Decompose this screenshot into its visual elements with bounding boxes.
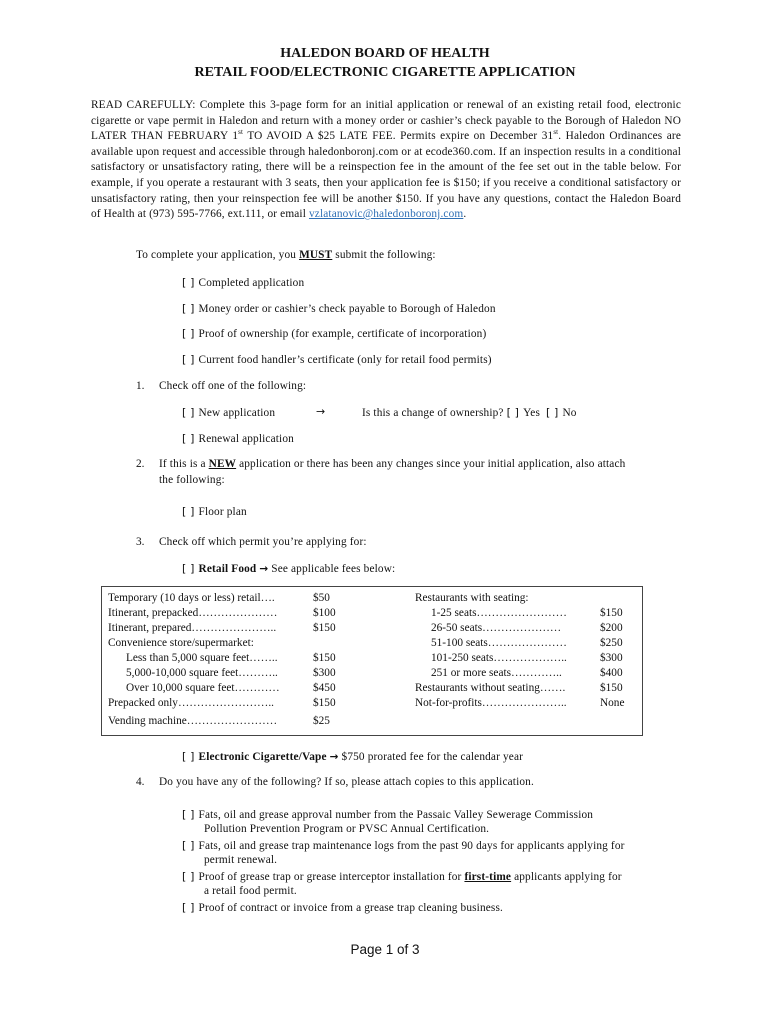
q2-number: 2. — [136, 458, 145, 470]
checkbox[interactable]: [ ] — [182, 353, 195, 366]
intro-end: . — [463, 208, 467, 221]
fee-label: Less than 5,000 square feet…….. — [126, 652, 278, 664]
submit-item[interactable]: [ ] Proof of ownership (for example, certificate of incorporation) — [182, 327, 487, 340]
fee-label: Not-for-profits………………….. — [415, 697, 567, 709]
fee-label: 26-50 seats………………… — [431, 622, 562, 634]
fee-amount: $200 — [600, 622, 623, 634]
fee-amount: $300 — [313, 667, 336, 679]
no-label: No — [562, 407, 577, 419]
fee-label: 51-100 seats………………… — [431, 637, 567, 649]
no-checkbox[interactable]: [ ] — [545, 406, 559, 419]
page-number: Page 1 of 3 — [350, 942, 420, 957]
q4-item[interactable]: [ ] Fats, oil and grease approval number from the Passaic Valley Sewerage Commission — [182, 808, 594, 821]
checkbox[interactable]: [ ] — [182, 750, 195, 763]
checkbox[interactable]: [ ] — [182, 276, 195, 289]
submit-item[interactable]: [ ] Money order or cashier’s check payable to Borough of Haledon — [182, 302, 496, 315]
checkbox[interactable]: [ ] — [182, 870, 195, 883]
fee-amount: $50 — [313, 592, 330, 604]
yes-label: Yes — [523, 407, 540, 419]
q1-number: 1. — [136, 380, 145, 392]
fee-amount: $250 — [600, 637, 623, 649]
arrow-right-icon: → — [259, 563, 269, 575]
q4-item[interactable]: [ ] Proof of grease trap or grease interceptor installation for first-time applicants applying for — [182, 870, 622, 883]
ecig-option[interactable]: [ ] Electronic Cigarette/Vape → $750 prorated fee for the calendar year — [182, 750, 524, 763]
checkbox[interactable]: [ ] — [182, 808, 195, 821]
fee-amount: $450 — [313, 682, 336, 694]
submit-item[interactable]: [ ] Current food handler’s certificate (only for retail food permits) — [182, 353, 492, 366]
renewal-application-option[interactable]: [ ] Renewal application — [182, 432, 294, 445]
new-application-option[interactable]: [ ] New application — [182, 406, 276, 419]
floor-plan-option[interactable]: [ ] Floor plan — [182, 505, 247, 518]
fee-amount: $150 — [313, 652, 336, 664]
new-emphasis: NEW — [208, 458, 237, 470]
q4-number: 4. — [136, 776, 145, 788]
checkbox[interactable]: [ ] — [182, 901, 195, 914]
fee-amount: $150 — [600, 682, 623, 694]
fee-label: Prepacked only…………………….. — [108, 697, 274, 709]
q4-item[interactable]: [ ] Fats, oil and grease trap maintenance logs from the past 90 days for applicants applying for — [182, 839, 625, 852]
retail-food-option[interactable]: [ ] Retail Food → See applicable fees below: — [182, 562, 396, 575]
title-application: RETAIL FOOD/ELECTRONIC CIGARETTE APPLICATION — [194, 65, 576, 80]
checkbox[interactable]: [ ] — [182, 562, 195, 575]
fee-amount: None — [600, 697, 625, 709]
first-time-emphasis: first-time — [464, 871, 512, 883]
fee-label: 251 or more seats………….. — [431, 667, 562, 679]
q4-text: Do you have any of the following? If so, please attach copies to this application. — [159, 776, 534, 788]
title-board: HALEDON BOARD OF HEALTH — [280, 46, 490, 61]
intro-paragraph — [91, 98, 681, 223]
fee-label: Restaurants with seating: — [415, 592, 529, 604]
intro-text-2: TO AVOID A $25 LATE FEE. Permits expire on December 31 — [243, 130, 554, 143]
fee-label: Itinerant, prepared………………….. — [108, 622, 277, 634]
fee-amount: $150 — [600, 607, 623, 619]
fee-label: 101-250 seats……………….. — [431, 652, 567, 664]
fee-label: Itinerant, prepacked………………… — [108, 607, 278, 619]
fee-label: Convenience store/supermarket: — [108, 637, 254, 649]
q3-text: Check off which permit you’re applying for: — [159, 536, 367, 548]
fee-amount: $400 — [600, 667, 623, 679]
q2-text: If this is a NEW application or there has been any changes since your initial application, also attach — [159, 458, 626, 470]
yes-checkbox[interactable]: [ ] — [506, 406, 520, 419]
email-link[interactable]: vzlatanovic@haledonboronj.com — [308, 208, 464, 221]
fees-table — [101, 586, 643, 736]
arrow-right-icon: → — [329, 751, 339, 763]
fee-label: 5,000-10,000 square feet……….. — [126, 667, 278, 679]
fee-amount: $100 — [313, 607, 336, 619]
fee-amount: $150 — [313, 622, 336, 634]
submit-item[interactable]: [ ] Completed application — [182, 276, 305, 289]
q1-text: Check off one of the following: — [159, 380, 307, 392]
fee-label: Temporary (10 days or less) retail…. — [108, 592, 275, 604]
fee-label: Vending machine…………………… — [108, 715, 278, 727]
checkbox[interactable]: [ ] — [182, 839, 195, 852]
arrow-right-icon: → — [316, 405, 326, 418]
fee-label: Restaurants without seating……. — [415, 682, 566, 694]
checkbox[interactable]: [ ] — [182, 505, 195, 518]
checkbox[interactable]: [ ] — [182, 432, 195, 445]
fee-label: 1-25 seats…………………… — [431, 607, 567, 619]
fee-amount: $25 — [313, 715, 330, 727]
q3-number: 3. — [136, 536, 145, 548]
change-ownership-question: Is this a change of ownership? [ ] Yes [ ] No — [362, 406, 577, 419]
q4-item-cont: a retail food permit. — [204, 885, 297, 897]
intro-text-1: READ CAREFULLY: Complete this 3-page form for an initial application or renewal of an existing retail food, electronic cigarette or vape permit in Haledon and return with a money order or cashier’s check payable to the Borough of Haledon NO LATER THAN FEBRUARY 1 — [91, 99, 681, 143]
q4-item-cont: Pollution Prevention Program or PVSC Annual Certification. — [204, 823, 490, 835]
intro-sup-2: st — [553, 128, 559, 137]
checkbox[interactable]: [ ] — [182, 406, 195, 419]
must-emphasis: MUST — [299, 249, 333, 261]
intro-text-3: . Haledon Ordinances are available upon request and accessible through haledonboronj.com or at ecode360.com. If an inspection results in a conditional satisfactory or unsatisfactory rating, there will be a reinspection fee in the amount of the fee set out in the table below. For example, if you operate a restaurant with 3 seats, then your application fee is $150; if you receive a conditional satisfactory or unsatisfactory rating, then your reinspection fee will be another $150. If you have any questions, contact the Haledon Board of Health at (973) 595-7766, ext.111, or email — [91, 130, 682, 221]
checkbox[interactable]: [ ] — [182, 327, 195, 340]
q4-item-cont: permit renewal. — [204, 854, 278, 866]
intro-sup-1: st — [238, 128, 244, 137]
checkbox[interactable]: [ ] — [182, 302, 195, 315]
q2-text-line2: the following: — [159, 474, 225, 486]
fee-amount: $300 — [600, 652, 623, 664]
q4-item[interactable]: [ ] Proof of contract or invoice from a grease trap cleaning business. — [182, 901, 503, 914]
submit-lead: To complete your application, you MUST submit the following: — [136, 249, 436, 261]
fee-label: Over 10,000 square feet………… — [126, 682, 280, 694]
fee-amount: $150 — [313, 697, 336, 709]
